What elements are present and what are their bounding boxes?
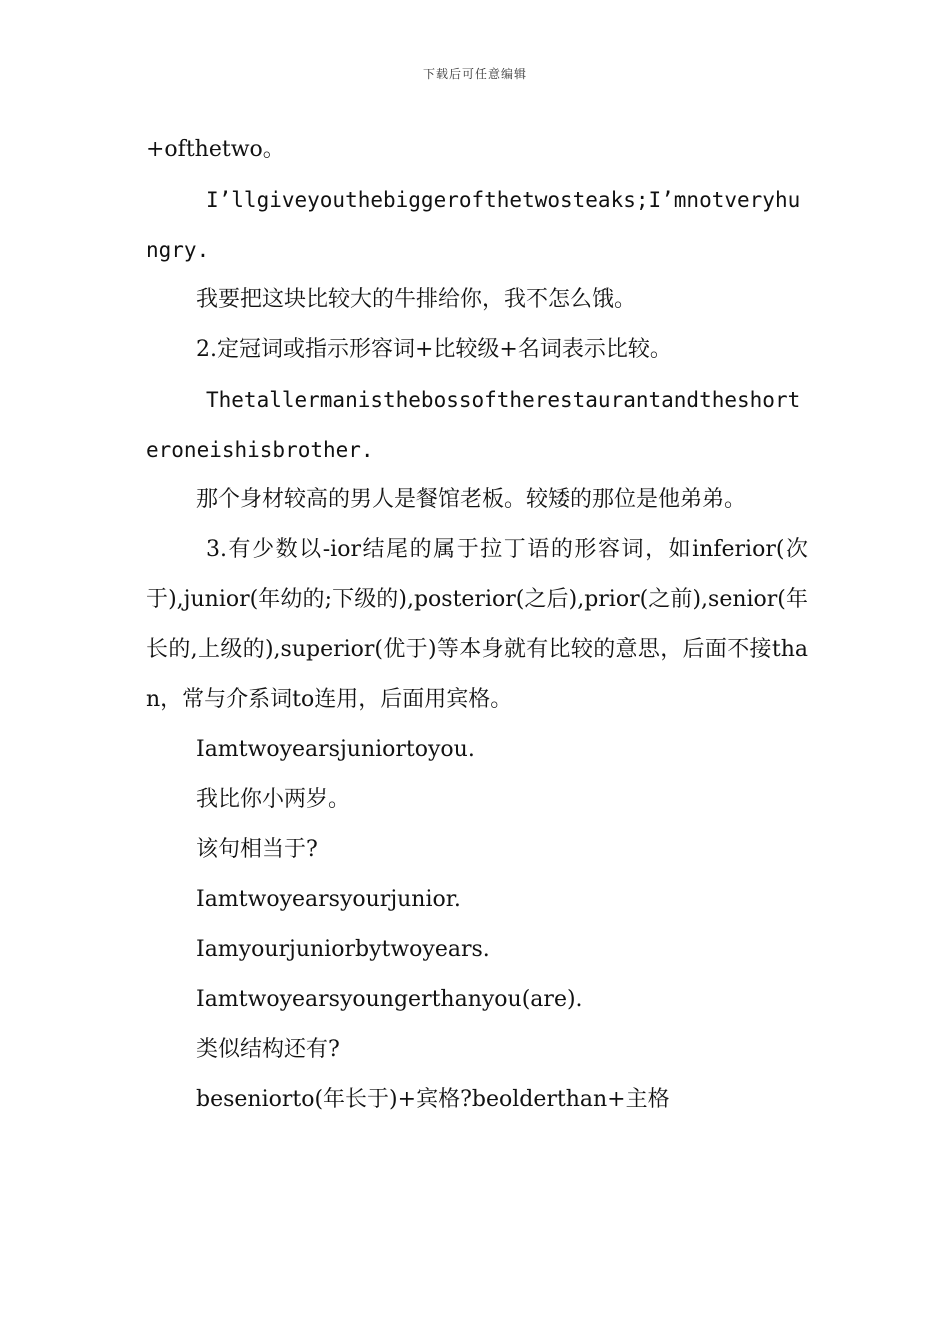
paragraph-6: 那个身材较高的男人是餐馆老板。较矮的那位是他弟弟。 [196,487,747,512]
paragraph-11: Iamtwoyearsyourjunior. [196,887,461,912]
paragraph-5: Thetallermanisthebossoftherestaurantandtheshorteroneishisbrother. [146,388,801,462]
paragraph-8: Iamtwoyearsjuniortoyou. [196,737,475,762]
paragraph-2: I’llgiveyouthebiggerofthetwosteaks;I’mnotveryhungry. [146,188,801,262]
page-header: 下载后可任意编辑 [422,67,527,81]
paragraph-3: 我要把这块比较大的牛排给你，我不怎么饿。 [196,287,637,312]
paragraph-1: +ofthetwo。 [146,137,285,162]
paragraph-9: 我比你小两岁。 [196,787,351,812]
paragraph-7: 3.有少数以-ior结尾的属于拉丁语的形容词，如inferior(次于),junior(年幼的;下级的),posterior(之后),prior(之前),senior(年长的,上级的),superior(优于)等本身就有比较的意思，后面不接than，常与介系词to连用，后面用宾格。 [146,537,808,712]
document-body [146,125,808,1125]
paragraph-10: 该句相当于? [196,837,318,862]
paragraph-15: beseniorto(年长于)+宾格?beolderthan+主格 [196,1087,670,1112]
paragraph-14: 类似结构还有? [196,1037,340,1062]
paragraph-4: 2.定冠词或指示形容词+比较级+名词表示比较。 [196,337,672,362]
paragraph-13: Iamtwoyearsyoungerthanyou(are). [196,987,583,1012]
paragraph-12: Iamyourjuniorbytwoyears. [196,937,490,962]
